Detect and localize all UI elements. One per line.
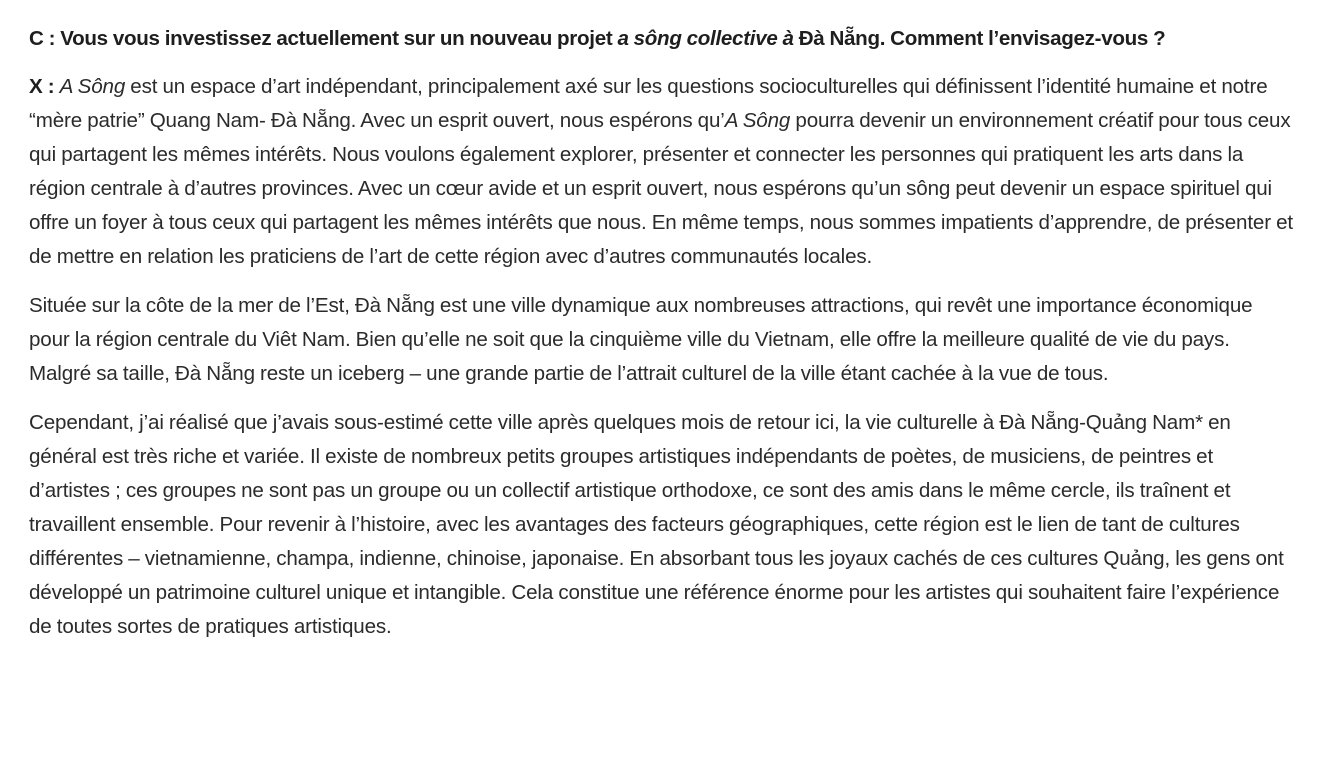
answer-italic-asong-2: A Sông [724, 109, 791, 132]
answer-paragraph-2: Située sur la côte de la mer de l’Est, Đà Nẵng est une ville dynamique aux nombreuses attractions, qui revêt une importance économique pour la région centrale du Viêt Nam. Bien qu’elle ne soit que la cinquième ville du Vietnam, elle offre la meilleure qualité de vie du pays. Malgré sa taille, Đà Nẵng reste un iceberg – une grande partie de l’attrait culturel de la ville étant cachée à la vue de tous. [29, 294, 1253, 385]
question-speaker-label: C : [29, 27, 56, 50]
question-text-end: Đà Nẵng. Comment l’envisagez-vous ? [798, 27, 1166, 50]
answer-paragraph-3: Cependant, j’ai réalisé que j’avais sous-estimé cette ville après quelques mois de retour ici, la vie culturelle à Đà Nẵng-Quảng Nam* en général est très riche et variée. Il existe de nombreux petits groupes artistiques indépendants de poètes, de musiciens, de peintres et d’artistes ; ces groupes ne sont pas un groupe ou un collectif artistique orthodoxe, ce sont des amis dans le même cercle, ils traînent et travaillent ensemble. Pour revenir à l’histoire, avec les avantages des facteurs géographiques, cette région est le lien de tant de cultures différentes – vietnamienne, champa, indienne, chinoise, japonaise. En absorbant tous les joyaux cachés de ces cultures Quảng, les gens ont développé un patrimoine culturel unique et intangible. Cela constitue une référence énorme pour les artistes qui souhaitent faire l’expérience de toutes sortes de pratiques artistiques. [29, 411, 1284, 638]
answer-italic-asong-1: A Sông [59, 75, 126, 98]
question-text: Vous vous investissez actuellement sur un nouveau projet [60, 27, 613, 50]
question-project-name: a sông collective à [617, 27, 794, 50]
answer-speaker-label: X : [29, 75, 55, 98]
answer-paragraph-1 [29, 70, 1295, 274]
interview-question [29, 22, 1295, 56]
answer-text-2: pourra devenir un environnement créatif pour tous ceux qui partagent les mêmes intérêts. Nous voulons également explorer, présenter et connecter les personnes qui pratiquent les arts dans la région centrale à d’autres provinces. Avec un cœur avide et un esprit ouvert, nous espérons qu’un sông peut devenir un espace spirituel qui offre un foyer à tous ceux qui partagent les mêmes intérêts que nous. En même temps, nous sommes impatients d’apprendre, de présenter et de mettre en relation les praticiens de l’art de cette région avec d’autres communautés locales. [29, 109, 1293, 268]
answer-text-1: est un espace d’art indépendant, principalement axé sur les questions socioculturelles qui définissent l’identité humaine et notre “mère patrie” Quang Nam- Đà Nẵng. Avec un esprit ouvert, nous espérons qu’ [29, 75, 1268, 132]
